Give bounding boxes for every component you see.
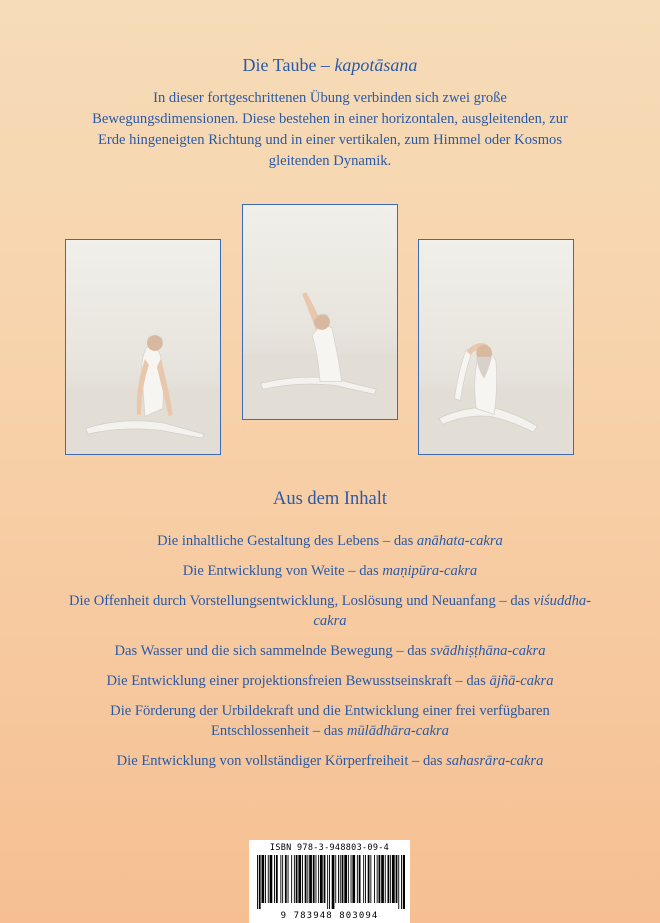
contents-heading: Aus dem Inhalt xyxy=(272,489,388,509)
contents-item xyxy=(60,671,600,691)
contents-item-cakra: svādhiṣṭhāna-cakra xyxy=(430,643,546,659)
contents-item-text: Die Förderung der Urbildekraft und die Entwicklung einer frei verfügbaren Entschlossenheit – das xyxy=(110,703,550,739)
barcode-bar xyxy=(296,855,298,903)
barcode-bar xyxy=(313,855,315,903)
contents-item xyxy=(60,641,600,661)
pose-photo-full xyxy=(418,239,574,455)
contents-item xyxy=(60,561,600,581)
barcode-bar xyxy=(363,855,364,903)
barcode-bar xyxy=(340,855,341,903)
barcode-digits: 9 783948 803094 xyxy=(280,911,379,921)
barcode-bar xyxy=(348,855,349,903)
contents-item-cakra: mūlādhāra-cakra xyxy=(346,723,449,739)
barcode-bar xyxy=(257,855,258,909)
barcode-bar xyxy=(324,855,326,903)
isbn-barcode xyxy=(249,840,410,923)
barcode-bar xyxy=(396,855,398,903)
barcode-bar xyxy=(352,855,355,903)
barcode-bar xyxy=(385,855,386,903)
barcode-bar xyxy=(280,855,281,903)
barcode-bar xyxy=(298,855,301,903)
pose-photo-backbend xyxy=(242,204,398,420)
barcode-bar xyxy=(318,855,319,903)
contents-item-text: Die Entwicklung einer projektionsfreien Bewusstseinskraft – das xyxy=(106,673,490,689)
barcode-bar xyxy=(268,855,269,903)
intro-paragraph: In dieser fortgeschrittenen Übung verbinden sich zwei große Bewegungsdimensionen. Diese bestehen in einer horizontalen, ausgleitenden, zur Erde hingeneigten Richtung und in einer vertikalen, zum Himmel oder Kosmos gleitenden Dynamik. xyxy=(92,90,568,169)
barcode-bar xyxy=(288,855,289,903)
barcode-bar xyxy=(374,855,375,903)
barcode-bar xyxy=(329,855,330,909)
pose-title xyxy=(0,55,660,76)
barcode-bar xyxy=(379,855,381,903)
barcode-bar xyxy=(291,855,292,903)
barcode-bar xyxy=(381,855,384,903)
barcode-bar xyxy=(365,855,366,903)
barcode-bar xyxy=(307,855,308,903)
barcode-bar xyxy=(270,855,273,903)
barcode-bar xyxy=(398,855,399,909)
barcode-bar xyxy=(403,855,405,909)
contents-item-text: Das Wasser und die sich sammelnde Bewegung – das xyxy=(114,643,431,659)
pose-title-plain: Die Taube – xyxy=(242,55,335,75)
barcode-bar xyxy=(342,855,344,903)
contents-item xyxy=(60,591,600,631)
contents-item-cakra: anāhata-cakra xyxy=(416,533,503,549)
barcode-bar xyxy=(390,855,391,903)
barcode-bar xyxy=(368,855,370,903)
barcode-bar xyxy=(335,855,336,903)
barcode-bars xyxy=(255,855,405,915)
barcode-bar xyxy=(388,855,390,903)
contents-item xyxy=(60,531,600,551)
barcode-bar xyxy=(338,855,339,903)
barcode-bar xyxy=(320,855,323,903)
barcode-bar xyxy=(302,855,303,903)
barcode-bar xyxy=(377,855,378,903)
barcode-bar xyxy=(305,855,307,903)
barcode-bar xyxy=(327,855,328,909)
contents-item-cakra: sahasrāra-cakra xyxy=(446,753,544,769)
barcode-bar xyxy=(332,855,335,909)
contents-list xyxy=(60,531,600,781)
contents-item-cakra: viśuddha-cakra xyxy=(313,593,592,629)
barcode-bar xyxy=(359,855,361,903)
barcode-bar xyxy=(357,855,358,903)
contents-item-text: Die Entwicklung von Weite – das xyxy=(182,563,383,579)
barcode-bar xyxy=(274,855,275,903)
pose-title-sanskrit: kapotāsana xyxy=(334,55,418,75)
barcode-bar xyxy=(282,855,283,903)
barcode-bar xyxy=(344,855,347,903)
barcode-bar xyxy=(265,855,266,903)
isbn-label: ISBN 978-3-948803-09-4 xyxy=(269,843,390,853)
contents-item-text: Die inhaltliche Gestaltung des Lebens – das xyxy=(157,533,417,549)
barcode-bar xyxy=(370,855,371,903)
barcode-bar xyxy=(351,855,352,903)
barcode-bar xyxy=(392,855,395,903)
contents-item-cakra: ājñā-cakra xyxy=(489,673,554,689)
barcode-bar xyxy=(259,855,261,909)
contents-item-cakra: maṇipūra-cakra xyxy=(382,563,478,579)
barcode-bar xyxy=(401,855,402,909)
contents-item-text: Die Offenheit durch Vorstellungsentwicklung, Loslösung und Neuanfang – das xyxy=(68,593,534,609)
barcode-bar xyxy=(262,855,265,903)
barcode-bar xyxy=(309,855,312,903)
barcode-bar xyxy=(316,855,317,903)
barcode-bar xyxy=(285,855,287,903)
contents-item xyxy=(60,751,600,771)
pose-photo-upright xyxy=(65,239,221,455)
contents-item xyxy=(60,701,600,741)
barcode-bar xyxy=(276,855,278,903)
contents-item-text: Die Entwicklung von vollständiger Körperfreiheit – das xyxy=(116,753,447,769)
barcode-bar xyxy=(294,855,295,903)
